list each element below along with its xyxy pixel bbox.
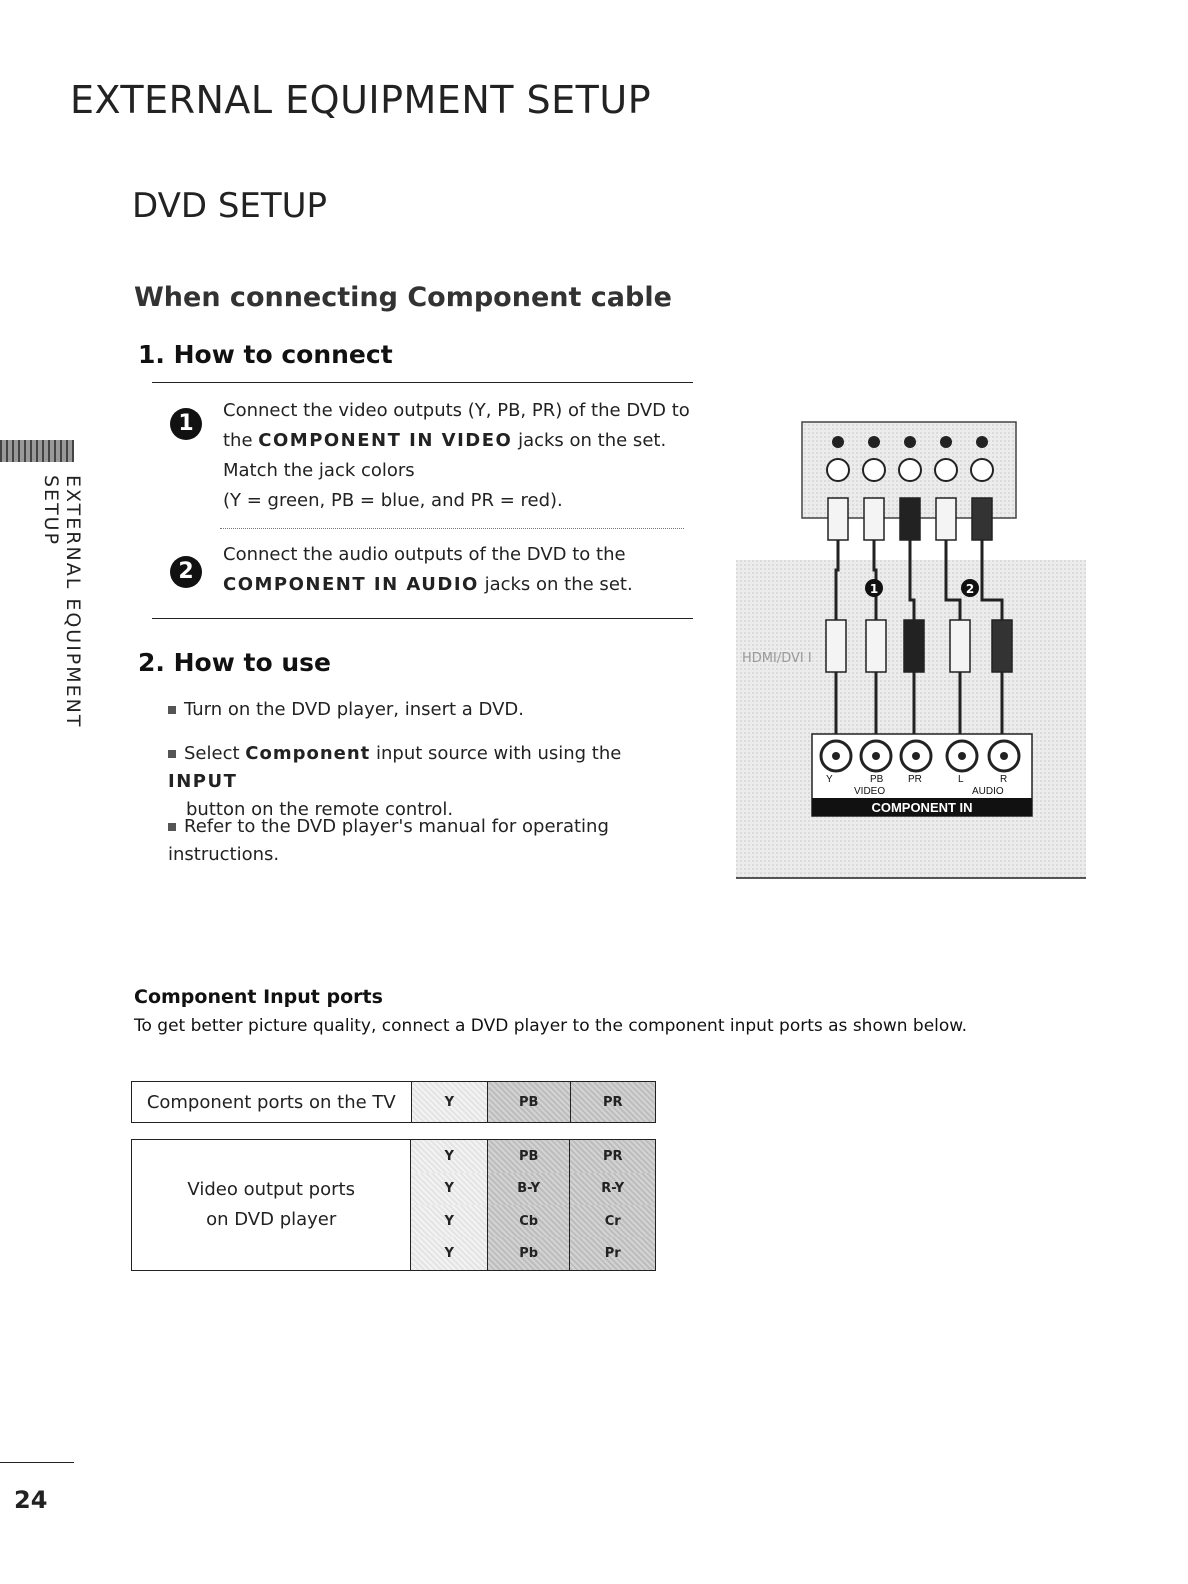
bullet-icon: [168, 750, 176, 758]
step-1-line-1: Connect the video outputs (Y, PB, PR) of the DVD to: [223, 400, 690, 421]
side-tab-marker: [0, 440, 74, 462]
plug-pb-icon: [866, 620, 886, 672]
plug-pr-icon: [904, 620, 924, 672]
step-1-line-3: Match the jack colors: [223, 460, 415, 481]
component-ports-heading: Component Input ports: [134, 986, 383, 1008]
dvd-jack-pb-icon: [863, 459, 885, 481]
bullet-icon: [168, 823, 176, 831]
dvd-jack-label-l-icon: [940, 436, 952, 448]
section-title: When connecting Component cable: [134, 282, 672, 313]
label-audio: AUDIO: [972, 786, 1004, 797]
how-to-use-heading: 2. How to use: [138, 648, 331, 677]
plug-pb-icon: [864, 498, 884, 540]
step-2-line-1: Connect the audio outputs of the DVD to the: [223, 544, 626, 565]
bullet-icon: [168, 706, 176, 714]
tv-ports-table: [131, 1081, 656, 1123]
table-cell: Component ports on the TV: [132, 1082, 412, 1123]
table-row: [132, 1140, 656, 1173]
step-1-line-2: the COMPONENT IN VIDEO jacks on the set.: [223, 430, 667, 451]
divider: [152, 382, 693, 383]
plug-y-icon: [826, 620, 846, 672]
step-badge-1: 1: [170, 408, 202, 440]
label-pb: PB: [870, 774, 884, 785]
component-in-label: COMPONENT IN: [871, 800, 973, 815]
step-badge-2: 2: [170, 556, 202, 588]
plug-pr-icon: [900, 498, 920, 540]
table-cell: Pr: [570, 1237, 656, 1270]
table-cell: Y: [411, 1173, 488, 1205]
dvd-jack-label-y-icon: [832, 436, 844, 448]
dvd-jack-pr-icon: [899, 459, 921, 481]
component-ports-description: To get better picture quality, connect a DVD player to the component input ports as shown below.: [134, 1016, 968, 1036]
dvd-jack-label-pr-icon: [904, 436, 916, 448]
step-2-line-2: COMPONENT IN AUDIO jacks on the set.: [223, 574, 633, 595]
plug-y-icon: [828, 498, 848, 540]
divider: [152, 618, 693, 619]
table-cell: Y: [411, 1140, 488, 1173]
table-cell: Y: [411, 1082, 487, 1123]
dvd-jack-l-icon: [935, 459, 957, 481]
step-1-text: [223, 396, 693, 516]
list-item: Turn on the DVD player, insert a DVD.: [168, 696, 688, 724]
table-cell: PB: [488, 1082, 570, 1123]
label-video: VIDEO: [854, 786, 886, 797]
page-number: 24: [14, 1486, 48, 1514]
step-2-text: [223, 540, 693, 600]
table-cell: PB: [487, 1140, 570, 1173]
plug-l-icon: [950, 620, 970, 672]
callout-1: 1: [869, 582, 879, 596]
connection-diagram: [736, 420, 1086, 882]
step-1-line-4: (Y = green, PB = blue, and PR = red).: [223, 490, 563, 511]
table-row: [132, 1082, 656, 1123]
dvd-jack-r-icon: [971, 459, 993, 481]
dvd-jack-label-pb-icon: [868, 436, 880, 448]
table-cell: R-Y: [570, 1173, 656, 1205]
footer-divider: [0, 1462, 74, 1463]
side-tab-label: EXTERNAL EQUIPMENT SETUP: [40, 475, 84, 729]
table-cell: Cr: [570, 1205, 656, 1237]
dvd-ports-table: [131, 1139, 656, 1271]
label-r: R: [1000, 774, 1008, 785]
how-to-connect-heading: 1. How to connect: [138, 340, 393, 369]
plug-r-icon: [972, 498, 992, 540]
table-cell: Y: [411, 1237, 488, 1270]
list-item: Refer to the DVD player's manual for operating instructions.: [168, 816, 609, 865]
tv-panel: [736, 560, 1086, 878]
label-y: Y: [826, 774, 833, 785]
dvd-jack-y-icon: [827, 459, 849, 481]
table-cell: Pb: [487, 1237, 570, 1270]
plug-r-icon: [992, 620, 1012, 672]
label-pr: PR: [908, 774, 922, 785]
list-item: Select Component input source with using the INPUT button on the remote control.: [168, 743, 622, 820]
callout-2: 2: [965, 582, 975, 596]
table-cell: Y: [411, 1205, 488, 1237]
page-subtitle: DVD SETUP: [132, 186, 328, 226]
table-cell: B-Y: [487, 1173, 570, 1205]
dvd-jack-label-r-icon: [976, 436, 988, 448]
label-l: L: [958, 774, 964, 785]
table-cell: Video output ports on DVD player: [132, 1140, 411, 1271]
plug-l-icon: [936, 498, 956, 540]
table-cell: PR: [570, 1082, 656, 1123]
table-cell: PR: [570, 1140, 656, 1173]
page-title: EXTERNAL EQUIPMENT SETUP: [70, 78, 652, 122]
dotted-divider: [220, 528, 684, 529]
hdmi-label: HDMI/DVI I: [742, 651, 812, 666]
table-cell: Cb: [487, 1205, 570, 1237]
